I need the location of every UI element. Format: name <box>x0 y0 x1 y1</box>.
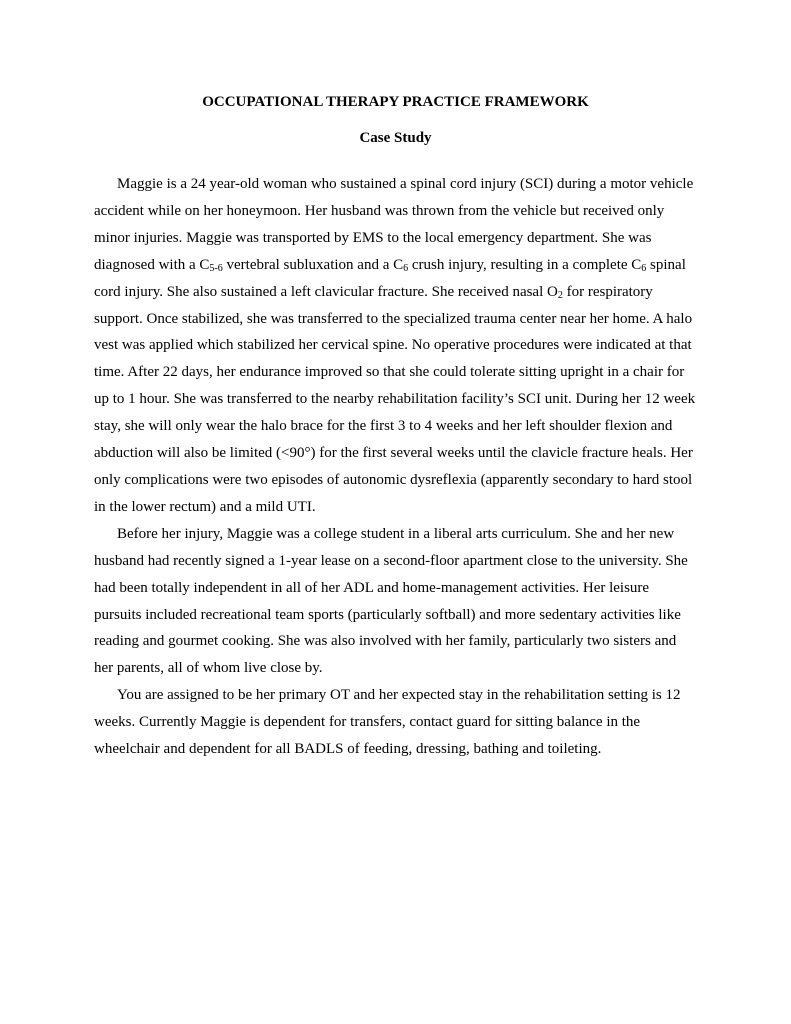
subscript: 2 <box>557 289 563 301</box>
text-run: spinal cord injury. She also sustained a left clavicular fracture. She received nasal O <box>94 256 686 300</box>
text-run: for respiratory support. Once stabilized, she was transferred to the specialized trauma center near her home. A halo vest was applied which stabilized her cervical spine. No operative procedures were indicated at that time. After 22 days, her endurance improved so that she could tolerate sitting upright in a chair for up to 1 hour. She was transferred to the nearby rehabilitation facility’s SCI unit. During her 12 week stay, she will only wear the halo brace for the first 3 to 4 weeks and her left shoulder flexion and abduction will also be limited (<90°) for the first several weeks until the clavicle fracture heals. Her only complications were two episodes of autonomic dysreflexia (apparently secondary to hard stool in the lower rectum) and a mild UTI. <box>94 283 696 515</box>
text-run: vertebral subluxation and a C <box>222 256 404 273</box>
document-title: OCCUPATIONAL THERAPY PRACTICE FRAMEWORK <box>202 94 589 110</box>
subscript: 5-6 <box>209 262 223 274</box>
document-subtitle: Case Study <box>359 130 432 146</box>
subscript: 6 <box>641 262 647 274</box>
subscript: 6 <box>403 262 409 274</box>
paragraph-injury-history <box>94 171 699 521</box>
paragraph-background: Before her injury, Maggie was a college student in a liberal arts curriculum. She and her new husband had recently signed a 1-year lease on a second-floor apartment close to the university. She had been totally independent in all of her ADL and home-management activities. Her leisure pursuits included recreational team sports (particularly softball) and more sedentary activities like reading and gourmet cooking. She was also involved with her family, particularly two sisters and her parents, all of whom live close by. <box>94 525 688 677</box>
text-run: Maggie is a 24 year-old woman who sustained a spinal cord injury (SCI) during a motor vehicle accident while on her honeymoon. Her husband was thrown from the vehicle but received only minor injuries. Maggie was transported by EMS to the local emergency department. She was diagnosed with a C <box>94 176 694 273</box>
paragraph-assignment: You are assigned to be her primary OT and her expected stay in the rehabilitation setting is 12 weeks. Currently Maggie is dependent for transfers, contact guard for sitting balance in the wheelchair and dependent for all BADLS of feeding, dressing, bathing and toileting. <box>94 687 681 758</box>
text-run: crush injury, resulting in a complete C <box>408 256 642 273</box>
document-body <box>94 171 699 763</box>
